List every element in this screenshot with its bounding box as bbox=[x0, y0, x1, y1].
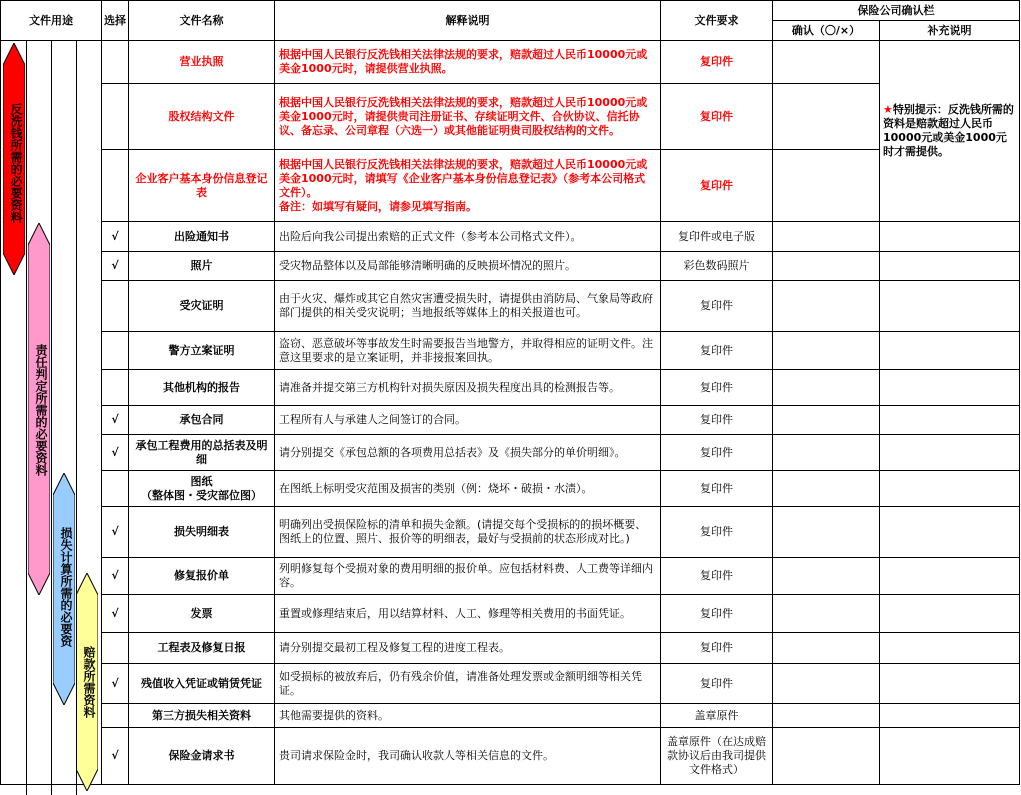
special-note bbox=[880, 41, 1020, 222]
select-checkbox[interactable]: √ bbox=[102, 728, 129, 785]
table-row bbox=[1, 633, 1020, 664]
file-description: 明确列出受损保险标的清单和损失金额。(请提交每个受损标的的损坏概要、图纸上的位置、照片、报价等的明细表，最好与受损前的状态形成对比。) bbox=[275, 507, 661, 558]
table-row bbox=[1, 332, 1020, 370]
header-use: 文件用途 bbox=[1, 1, 102, 41]
purpose-divider bbox=[51, 41, 52, 795]
confirm-cell[interactable] bbox=[773, 704, 880, 728]
purpose-divider bbox=[76, 41, 77, 795]
file-requirement: 盖章原件（在达成赔款协议后由我司提供文件格式） bbox=[661, 728, 773, 785]
supplement-cell[interactable] bbox=[880, 704, 1020, 728]
file-name: 损失明细表 bbox=[129, 507, 275, 558]
table-row bbox=[1, 435, 1020, 471]
file-name: 发票 bbox=[129, 595, 275, 633]
select-checkbox[interactable] bbox=[102, 332, 129, 370]
file-requirement: 复印件 bbox=[661, 332, 773, 370]
header-supplement: 补充说明 bbox=[880, 21, 1020, 41]
file-requirement: 彩色数码照片 bbox=[661, 252, 773, 281]
file-description: 请分别提交《承包总额的各项费用总括表》及《损失部分的单价明细》。 bbox=[275, 435, 661, 471]
file-description: 请准备并提交第三方机构针对损失原因及损失程度出具的检测报告等。 bbox=[275, 370, 661, 406]
file-name: 第三方损失相关资料 bbox=[129, 704, 275, 728]
file-description-main: 根据中国人民银行反洗钱相关法律法规的要求，赔款超过人民币10000元或美金1000元时，请填写《企业客户基本身份信息登记表》（参考本公司格式文件）。 bbox=[279, 157, 648, 199]
supplement-cell[interactable] bbox=[880, 370, 1020, 406]
supplement-cell[interactable] bbox=[880, 471, 1020, 507]
file-name: 企业客户基本身份信息登记表 bbox=[129, 150, 275, 222]
file-description: 出险后向我公司提出索赔的正式文件（参考本公司格式文件）。 bbox=[275, 222, 661, 252]
table-row bbox=[1, 728, 1020, 785]
select-checkbox[interactable] bbox=[102, 704, 129, 728]
supplement-cell[interactable] bbox=[880, 252, 1020, 281]
file-name: 警方立案证明 bbox=[129, 332, 275, 370]
file-requirement: 盖章原件 bbox=[661, 704, 773, 728]
table-row bbox=[1, 281, 1020, 332]
file-requirement: 复印件 bbox=[661, 84, 773, 150]
supplement-cell[interactable] bbox=[880, 406, 1020, 435]
file-name: 出险通知书 bbox=[129, 222, 275, 252]
confirm-cell[interactable] bbox=[773, 150, 880, 222]
file-description: 根据中国人民银行反洗钱相关法律法规的要求，赔款超过人民币10000元或美金1000元时，请提供营业执照。 bbox=[275, 41, 661, 84]
file-description: 根据中国人民银行反洗钱相关法律法规的要求，赔款超过人民币10000元或美金1000元时，请提供贵司注册证书、存续证明文件、合伙协议、信托协议、备忘录、公司章程（六选一）或其他能证明贵司股权结构的文件。 bbox=[275, 84, 661, 150]
file-name: 承包合同 bbox=[129, 406, 275, 435]
file-requirement: 复印件 bbox=[661, 281, 773, 332]
confirm-cell[interactable] bbox=[773, 252, 880, 281]
confirm-cell[interactable] bbox=[773, 222, 880, 252]
header-confirm: 确认（〇/×） bbox=[773, 21, 880, 41]
confirm-cell[interactable] bbox=[773, 633, 880, 664]
file-description: 受灾物品整体以及局部能够清晰明确的反映损坏情况的照片。 bbox=[275, 252, 661, 281]
file-name: 股权结构文件 bbox=[129, 84, 275, 150]
table-row bbox=[1, 595, 1020, 633]
confirm-cell[interactable] bbox=[773, 728, 880, 785]
file-requirement: 复印件 bbox=[661, 41, 773, 84]
file-description: 由于火灾、爆炸或其它自然灾害遭受损失时，请提供由消防局、气象局等政府部门提供的相关受灾说明；当地报纸等媒体上的相关报道也可。 bbox=[275, 281, 661, 332]
select-checkbox[interactable] bbox=[102, 633, 129, 664]
select-checkbox[interactable] bbox=[102, 281, 129, 332]
select-checkbox[interactable]: √ bbox=[102, 595, 129, 633]
purpose-label-aml: 反洗钱所需的必要资料 bbox=[9, 103, 23, 223]
file-requirement: 复印件 bbox=[661, 595, 773, 633]
select-checkbox[interactable] bbox=[102, 150, 129, 222]
supplement-cell[interactable] bbox=[880, 558, 1020, 595]
confirm-cell[interactable] bbox=[773, 507, 880, 558]
confirm-cell[interactable] bbox=[773, 41, 880, 84]
supplement-cell[interactable] bbox=[880, 222, 1020, 252]
purpose-label-payment: 赔款所需资料 bbox=[82, 646, 96, 718]
file-name-main: 图纸 bbox=[190, 474, 213, 488]
file-requirement: 复印件 bbox=[661, 471, 773, 507]
header-filename: 文件名称 bbox=[129, 1, 275, 41]
file-description: 重置或修理结束后，用以结算材料、人工、修理等相关费用的书面凭证。 bbox=[275, 595, 661, 633]
table-row bbox=[1, 704, 1020, 728]
file-description: 列明修复每个受损对象的费用明细的报价单。应包括材料费、人工费等详细内容。 bbox=[275, 558, 661, 595]
supplement-cell[interactable] bbox=[880, 595, 1020, 633]
header-confirm-group: 保险公司确认栏 bbox=[773, 1, 1020, 21]
supplement-cell[interactable] bbox=[880, 633, 1020, 664]
confirm-cell[interactable] bbox=[773, 471, 880, 507]
select-checkbox[interactable]: √ bbox=[102, 252, 129, 281]
file-name: 修复报价单 bbox=[129, 558, 275, 595]
file-description: 如受损标的被放弃后，仍有残余价值，请准备处理发票或金额明细等相关凭证。 bbox=[275, 664, 661, 704]
table-row bbox=[1, 252, 1020, 281]
header-explain: 解释说明 bbox=[275, 1, 661, 41]
table-row bbox=[1, 406, 1020, 435]
file-name: 其他机构的报告 bbox=[129, 370, 275, 406]
select-checkbox[interactable] bbox=[102, 41, 129, 84]
select-checkbox[interactable]: √ bbox=[102, 507, 129, 558]
special-note-text: 特别提示：反洗钱所需的资料是赔款超过人民币10000元或美金1000元时才需提供。 bbox=[883, 103, 1014, 158]
confirm-cell[interactable] bbox=[773, 435, 880, 471]
select-checkbox[interactable]: √ bbox=[102, 222, 129, 252]
header-requirement: 文件要求 bbox=[661, 1, 773, 41]
confirm-cell[interactable] bbox=[773, 332, 880, 370]
supplement-cell[interactable] bbox=[880, 435, 1020, 471]
select-checkbox[interactable]: √ bbox=[102, 406, 129, 435]
file-name: 残值收入凭证或销赁凭证 bbox=[129, 664, 275, 704]
file-name: 照片 bbox=[129, 252, 275, 281]
file-name: 工程表及修复日报 bbox=[129, 633, 275, 664]
purpose-divider bbox=[26, 41, 27, 795]
confirm-cell[interactable] bbox=[773, 281, 880, 332]
confirm-cell[interactable] bbox=[773, 558, 880, 595]
table-row bbox=[1, 370, 1020, 406]
supplement-cell[interactable] bbox=[880, 728, 1020, 785]
file-requirement: 复印件 bbox=[661, 507, 773, 558]
file-requirement: 复印件或电子版 bbox=[661, 222, 773, 252]
supplement-cell[interactable] bbox=[880, 664, 1020, 704]
confirm-cell[interactable] bbox=[773, 84, 880, 150]
star-icon: ★ bbox=[883, 103, 893, 116]
file-description: 在图纸上标明受灾范围及损害的类别（例：烧坏・破损・水渍）。 bbox=[275, 471, 661, 507]
file-name: 受灾证明 bbox=[129, 281, 275, 332]
file-requirement: 复印件 bbox=[661, 664, 773, 704]
file-requirement: 复印件 bbox=[661, 370, 773, 406]
file-description: 贵司请求保险金时，我司确认收款人等相关信息的文件。 bbox=[275, 728, 661, 785]
file-name-sub: （整体图・受灾部位图） bbox=[141, 488, 262, 502]
purpose-label-liability: 责任判定所需的必要资料 bbox=[34, 344, 48, 476]
select-checkbox[interactable]: √ bbox=[102, 558, 129, 595]
table-row bbox=[1, 664, 1020, 704]
file-name: 营业执照 bbox=[129, 41, 275, 84]
file-requirement: 复印件 bbox=[661, 435, 773, 471]
supplement-cell[interactable] bbox=[880, 281, 1020, 332]
confirm-cell[interactable] bbox=[773, 370, 880, 406]
file-name: 保险金请求书 bbox=[129, 728, 275, 785]
confirm-cell[interactable] bbox=[773, 406, 880, 435]
select-checkbox[interactable]: √ bbox=[102, 664, 129, 704]
file-name bbox=[129, 471, 275, 507]
file-name: 承包工程费用的总括表及明细 bbox=[129, 435, 275, 471]
file-description: 其他需要提供的资料。 bbox=[275, 704, 661, 728]
table-row bbox=[1, 558, 1020, 595]
table-row bbox=[1, 222, 1020, 252]
file-description: 请分别提交最初工程及修复工程的进度工程表。 bbox=[275, 633, 661, 664]
table-row bbox=[1, 471, 1020, 507]
file-description-remark: 备注：如填写有疑问，请参见填写指南。 bbox=[279, 199, 477, 213]
purpose-label-loss: 损失计算所需的必要资 bbox=[59, 527, 73, 647]
file-requirement: 复印件 bbox=[661, 633, 773, 664]
table-row bbox=[1, 41, 1020, 84]
file-requirement: 复印件 bbox=[661, 558, 773, 595]
header-select: 选择 bbox=[102, 1, 129, 41]
file-description: 盗窃、恶意破坏等事故发生时需要报告当地警方，并取得相应的证明文件。注意这里要求的是立案证明，并非接报案回执。 bbox=[275, 332, 661, 370]
table-row bbox=[1, 150, 1020, 222]
confirm-cell[interactable] bbox=[773, 595, 880, 633]
supplement-cell[interactable] bbox=[880, 332, 1020, 370]
table-row bbox=[1, 507, 1020, 558]
select-checkbox[interactable] bbox=[102, 370, 129, 406]
file-requirement: 复印件 bbox=[661, 406, 773, 435]
table-row bbox=[1, 84, 1020, 150]
file-description: 工程所有人与承建人之间签订的合同。 bbox=[275, 406, 661, 435]
select-checkbox[interactable] bbox=[102, 84, 129, 150]
select-checkbox[interactable] bbox=[102, 471, 129, 507]
file-requirement: 复印件 bbox=[661, 150, 773, 222]
supplement-cell[interactable] bbox=[880, 507, 1020, 558]
file-description bbox=[275, 150, 661, 222]
select-checkbox[interactable]: √ bbox=[102, 435, 129, 471]
confirm-cell[interactable] bbox=[773, 664, 880, 704]
